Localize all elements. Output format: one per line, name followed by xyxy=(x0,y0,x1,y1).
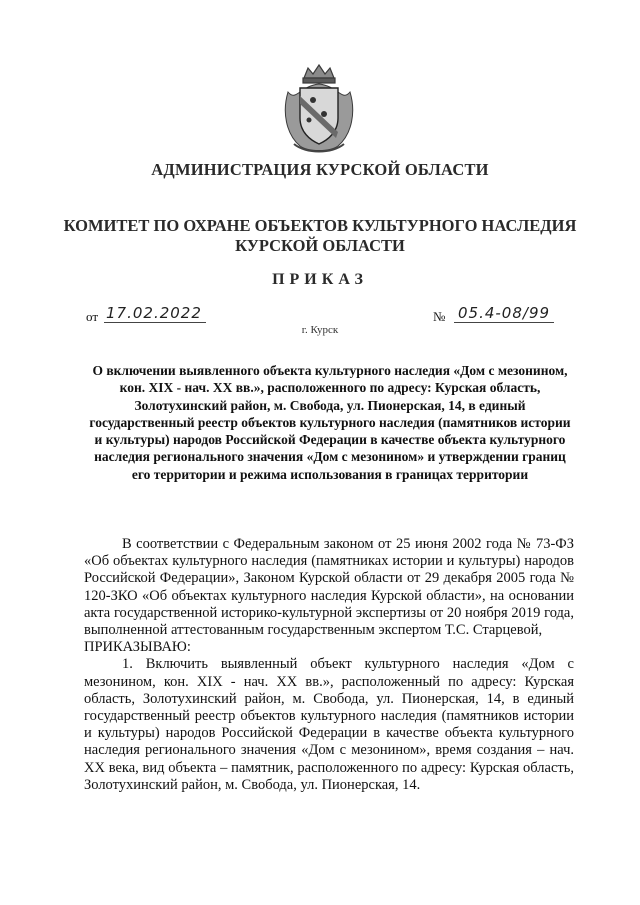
preamble-paragraph: В соответствии с Федеральным законом от 25 июня 2002 года № 73-ФЗ «Об объектах культурного наследия (памятниках истории и культуры) народов Российской Федерации», Законом Курской области от 29 декабря 2005 года № 120-ЗКО «Об объектах культурного наследия Курской области», на основании акта государственной историко-культурной экспертизы от 20 ноября 2019 года, выполненной аттестованным государственным экспертом Т.С. Старцевой, xyxy=(84,536,574,639)
committee-heading-line2: КУРСКОЙ ОБЛАСТИ xyxy=(235,236,405,255)
coat-of-arms-emblem xyxy=(280,62,358,156)
item-1-paragraph: 1. Включить выявленный объект культурного наследия «Дом с мезонином, кон. XIX - нач. XX вв.», расположенный по адресу: Курская область, Золотухинский район, м. Свобода, ул. Пионерская, 14, в единый государственный реестр объектов культурного наследия (памятников истории и культуры) народов Российской Федерации в качестве объекта культурного наследия регионального значения «Дом с мезонином», время создания – нач. XX века, вид объекта – памятник, расположенного по адресу: Курская область, Золотухинский район, м. Свобода, ул. Пионерская, 14. xyxy=(84,656,574,793)
document-type-heading: ПРИКАЗ xyxy=(272,271,368,288)
committee-heading xyxy=(0,216,640,256)
city-label: г. Курск xyxy=(301,324,339,336)
number-prefix: № xyxy=(433,309,446,324)
order-date: 17.02.2022 xyxy=(104,304,206,323)
order-word: ПРИКАЗЫВАЮ: xyxy=(84,639,191,656)
order-number: 05.4-08/99 xyxy=(454,304,554,323)
date-prefix: от xyxy=(86,309,99,324)
order-subject: О включении выявленного объекта культурного наследия «Дом с мезонином, кон. XIX - нач. XX вв.», расположенного по адресу: Курская область, Золотухинский район, м. Свобода, ул. Пионерская, 14, в единый государственный реестр объектов культурного наследия (памятников истории и культуры) народов Российской Федерации в качестве объекта культурного наследия регионального значения «Дом с мезонином» и утверждении границ его территории и режима использования в границах территории xyxy=(89,363,571,482)
order-body xyxy=(84,536,574,794)
administration-heading: АДМИНИСТРАЦИЯ КУРСКОЙ ОБЛАСТИ xyxy=(151,160,489,179)
committee-heading-line1: КОМИТЕТ ПО ОХРАНЕ ОБЪЕКТОВ КУЛЬТУРНОГО НАСЛЕДИЯ xyxy=(63,216,577,235)
